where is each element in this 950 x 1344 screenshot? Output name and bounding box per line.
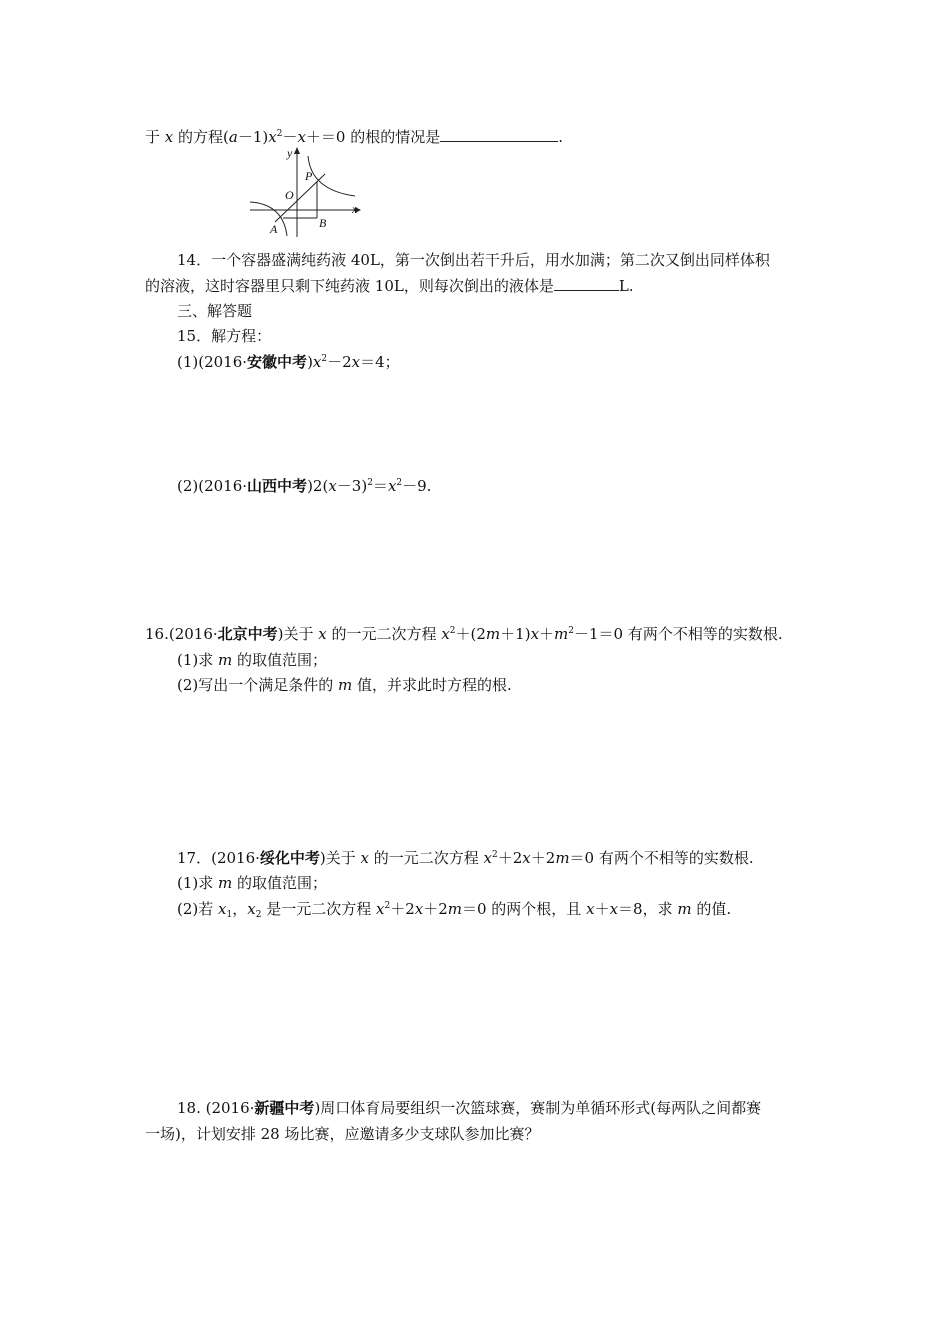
q15-text: －9. [402, 477, 432, 495]
q16-var: m [338, 676, 353, 694]
q17-text: ， [232, 900, 248, 918]
q18-source: 新疆中考 [254, 1099, 315, 1117]
q17-text: ＝0 的两个根，且 [462, 900, 587, 918]
label-x: x [352, 202, 358, 216]
q17-text: (2)若 [177, 900, 219, 918]
q17-text: ＝0 有两个不相等的实数根. [569, 849, 754, 867]
q15-text: －2 [327, 353, 352, 371]
q15-part2 [177, 476, 431, 496]
q14-text: L. [618, 277, 634, 295]
q15-title: 15．解方程： [177, 327, 272, 345]
q17-var: x [609, 900, 619, 918]
q17-text: ＋2 [530, 849, 556, 867]
q13-text: 于 [145, 128, 165, 146]
label-a: A [270, 222, 278, 236]
q16-exponent: 2 [568, 626, 575, 636]
q17-subscript: 2 [255, 910, 262, 920]
q16-text: )关于 [277, 625, 319, 643]
q17-var: x [360, 849, 369, 867]
q17-var: x [483, 849, 493, 867]
q17-text: ＋2 [390, 900, 415, 918]
q17-text: (1)求 [177, 874, 219, 892]
q17-text: )关于 [319, 849, 361, 867]
q15-var: x [351, 353, 361, 371]
q17-var: m [677, 900, 692, 918]
q13-var: x [297, 128, 306, 146]
q13-var: a [228, 128, 238, 146]
q17-var: x [247, 900, 256, 918]
q18-line1 [177, 1098, 761, 1118]
q15-part1 [177, 352, 400, 372]
label-b: B [319, 216, 327, 230]
q13-text: － [282, 128, 298, 146]
q16-exponent: 2 [449, 626, 456, 636]
q15-var: x [328, 477, 337, 495]
q16-var: x [318, 625, 327, 643]
q17-var: x [414, 900, 424, 918]
q17-var: x [376, 900, 385, 918]
q16-stem [145, 624, 783, 644]
q15-exponent: 2 [396, 478, 403, 488]
q17-var: x [586, 900, 595, 918]
q13-text: －1) [237, 128, 269, 146]
q15-exponent: 2 [321, 354, 328, 364]
section-heading: 三、解答题 [177, 302, 253, 320]
q16-var: m [218, 651, 233, 669]
q16-text: －1＝0 有两个不相等的实数根. [574, 625, 783, 643]
q16-var: m [554, 625, 569, 643]
q13-text: ＋＝0 的根的情况是 [305, 128, 441, 146]
q16-text: (2)写出一个满足条件的 [177, 676, 339, 694]
q16-text: 的取值范围； [232, 651, 328, 669]
q16-text: ＋ [539, 625, 555, 643]
q15-source: 安徽中考 [247, 353, 308, 371]
q18-text: )周口体育局要组织一次篮球赛，赛制为单循环形式(每两队之间都赛 [314, 1099, 762, 1117]
q13-var: x [268, 128, 277, 146]
q17-text: 17．(2016· [177, 849, 260, 867]
q16-text: 的一元二次方程 [326, 625, 442, 643]
q15-text: )2( [307, 477, 329, 495]
q14-answer-blank[interactable] [554, 276, 619, 291]
label-p: P [305, 169, 313, 183]
q17-var: x [218, 900, 227, 918]
q15-source: 山西中考 [247, 477, 308, 495]
q17-sub2 [177, 899, 731, 919]
q14-line1: 14．一个容器盛满纯药液 40L，第一次倒出若干升后，用水加满；第二次又倒出同样体积 [177, 251, 770, 269]
q16-var: x [441, 625, 450, 643]
q17-source: 绥化中考 [259, 849, 320, 867]
label-y: y [287, 146, 293, 160]
q16-text: 值，并求此时方程的根. [352, 676, 512, 694]
y-axis-arrow [294, 147, 300, 154]
q17-var: m [447, 900, 462, 918]
q14-line2 [145, 276, 634, 296]
q17-text: ＋ [594, 900, 610, 918]
q18-line2: 一场)，计划安排 28 场比赛，应邀请多少支球队参加比赛？ [145, 1125, 540, 1143]
q16-var: m [485, 625, 501, 643]
q13-text: . [558, 128, 564, 146]
q17-var: x [522, 849, 531, 867]
q17-stem [177, 848, 754, 868]
q13-exponent: 2 [276, 129, 283, 139]
q17-var: m [218, 874, 233, 892]
q17-exponent: 2 [492, 850, 498, 860]
hyperbola-branch-right [308, 156, 355, 196]
q17-var: m [555, 849, 570, 867]
q18-text: 18. (2016· [177, 1099, 255, 1117]
q17-text: 的一元二次方程 [369, 849, 484, 867]
q17-exponent: 2 [384, 901, 391, 911]
q16-source: 北京中考 [217, 625, 278, 643]
q15-text: ＝4； [360, 353, 400, 371]
q14-text: 的溶液，这时容器里只剩下纯药液 10L，则每次倒出的液体是 [145, 277, 554, 295]
q15-text: ) [307, 353, 313, 371]
q16-var: x [530, 625, 540, 643]
q16-text: ＋1) [500, 625, 531, 643]
q15-text: ＝ [372, 477, 388, 495]
q17-subscript: 1 [226, 910, 233, 920]
q16-text: (1)求 [177, 651, 219, 669]
q17-sub1 [177, 873, 327, 893]
q16-sub1 [177, 650, 327, 670]
q15-var: x [387, 477, 397, 495]
q13-var: x [164, 128, 174, 146]
q15-var: x [312, 353, 322, 371]
q17-text: ＋2 [423, 900, 448, 918]
q13-answer-blank[interactable] [440, 127, 558, 142]
q17-text: 是一元二次方程 [261, 900, 376, 918]
q17-text: 的值. [691, 900, 732, 918]
q17-text: ＝8，求 [618, 900, 678, 918]
q16-sub2 [177, 675, 512, 695]
coordinate-figure [245, 142, 370, 237]
label-origin: O [285, 188, 294, 202]
q15-text: (1)(2016· [177, 353, 248, 371]
q17-text: ＋2 [497, 849, 523, 867]
q15-exponent: 2 [367, 478, 373, 488]
hyperbola-branch-left [250, 202, 287, 236]
q16-text: 16.(2016· [145, 625, 218, 643]
q15-text: (2)(2016· [177, 477, 248, 495]
q16-text: ＋(2 [455, 625, 486, 643]
q15-text: －3) [336, 477, 368, 495]
q17-text: 的取值范围； [232, 874, 328, 892]
q13-text: 的方程( [173, 128, 229, 146]
